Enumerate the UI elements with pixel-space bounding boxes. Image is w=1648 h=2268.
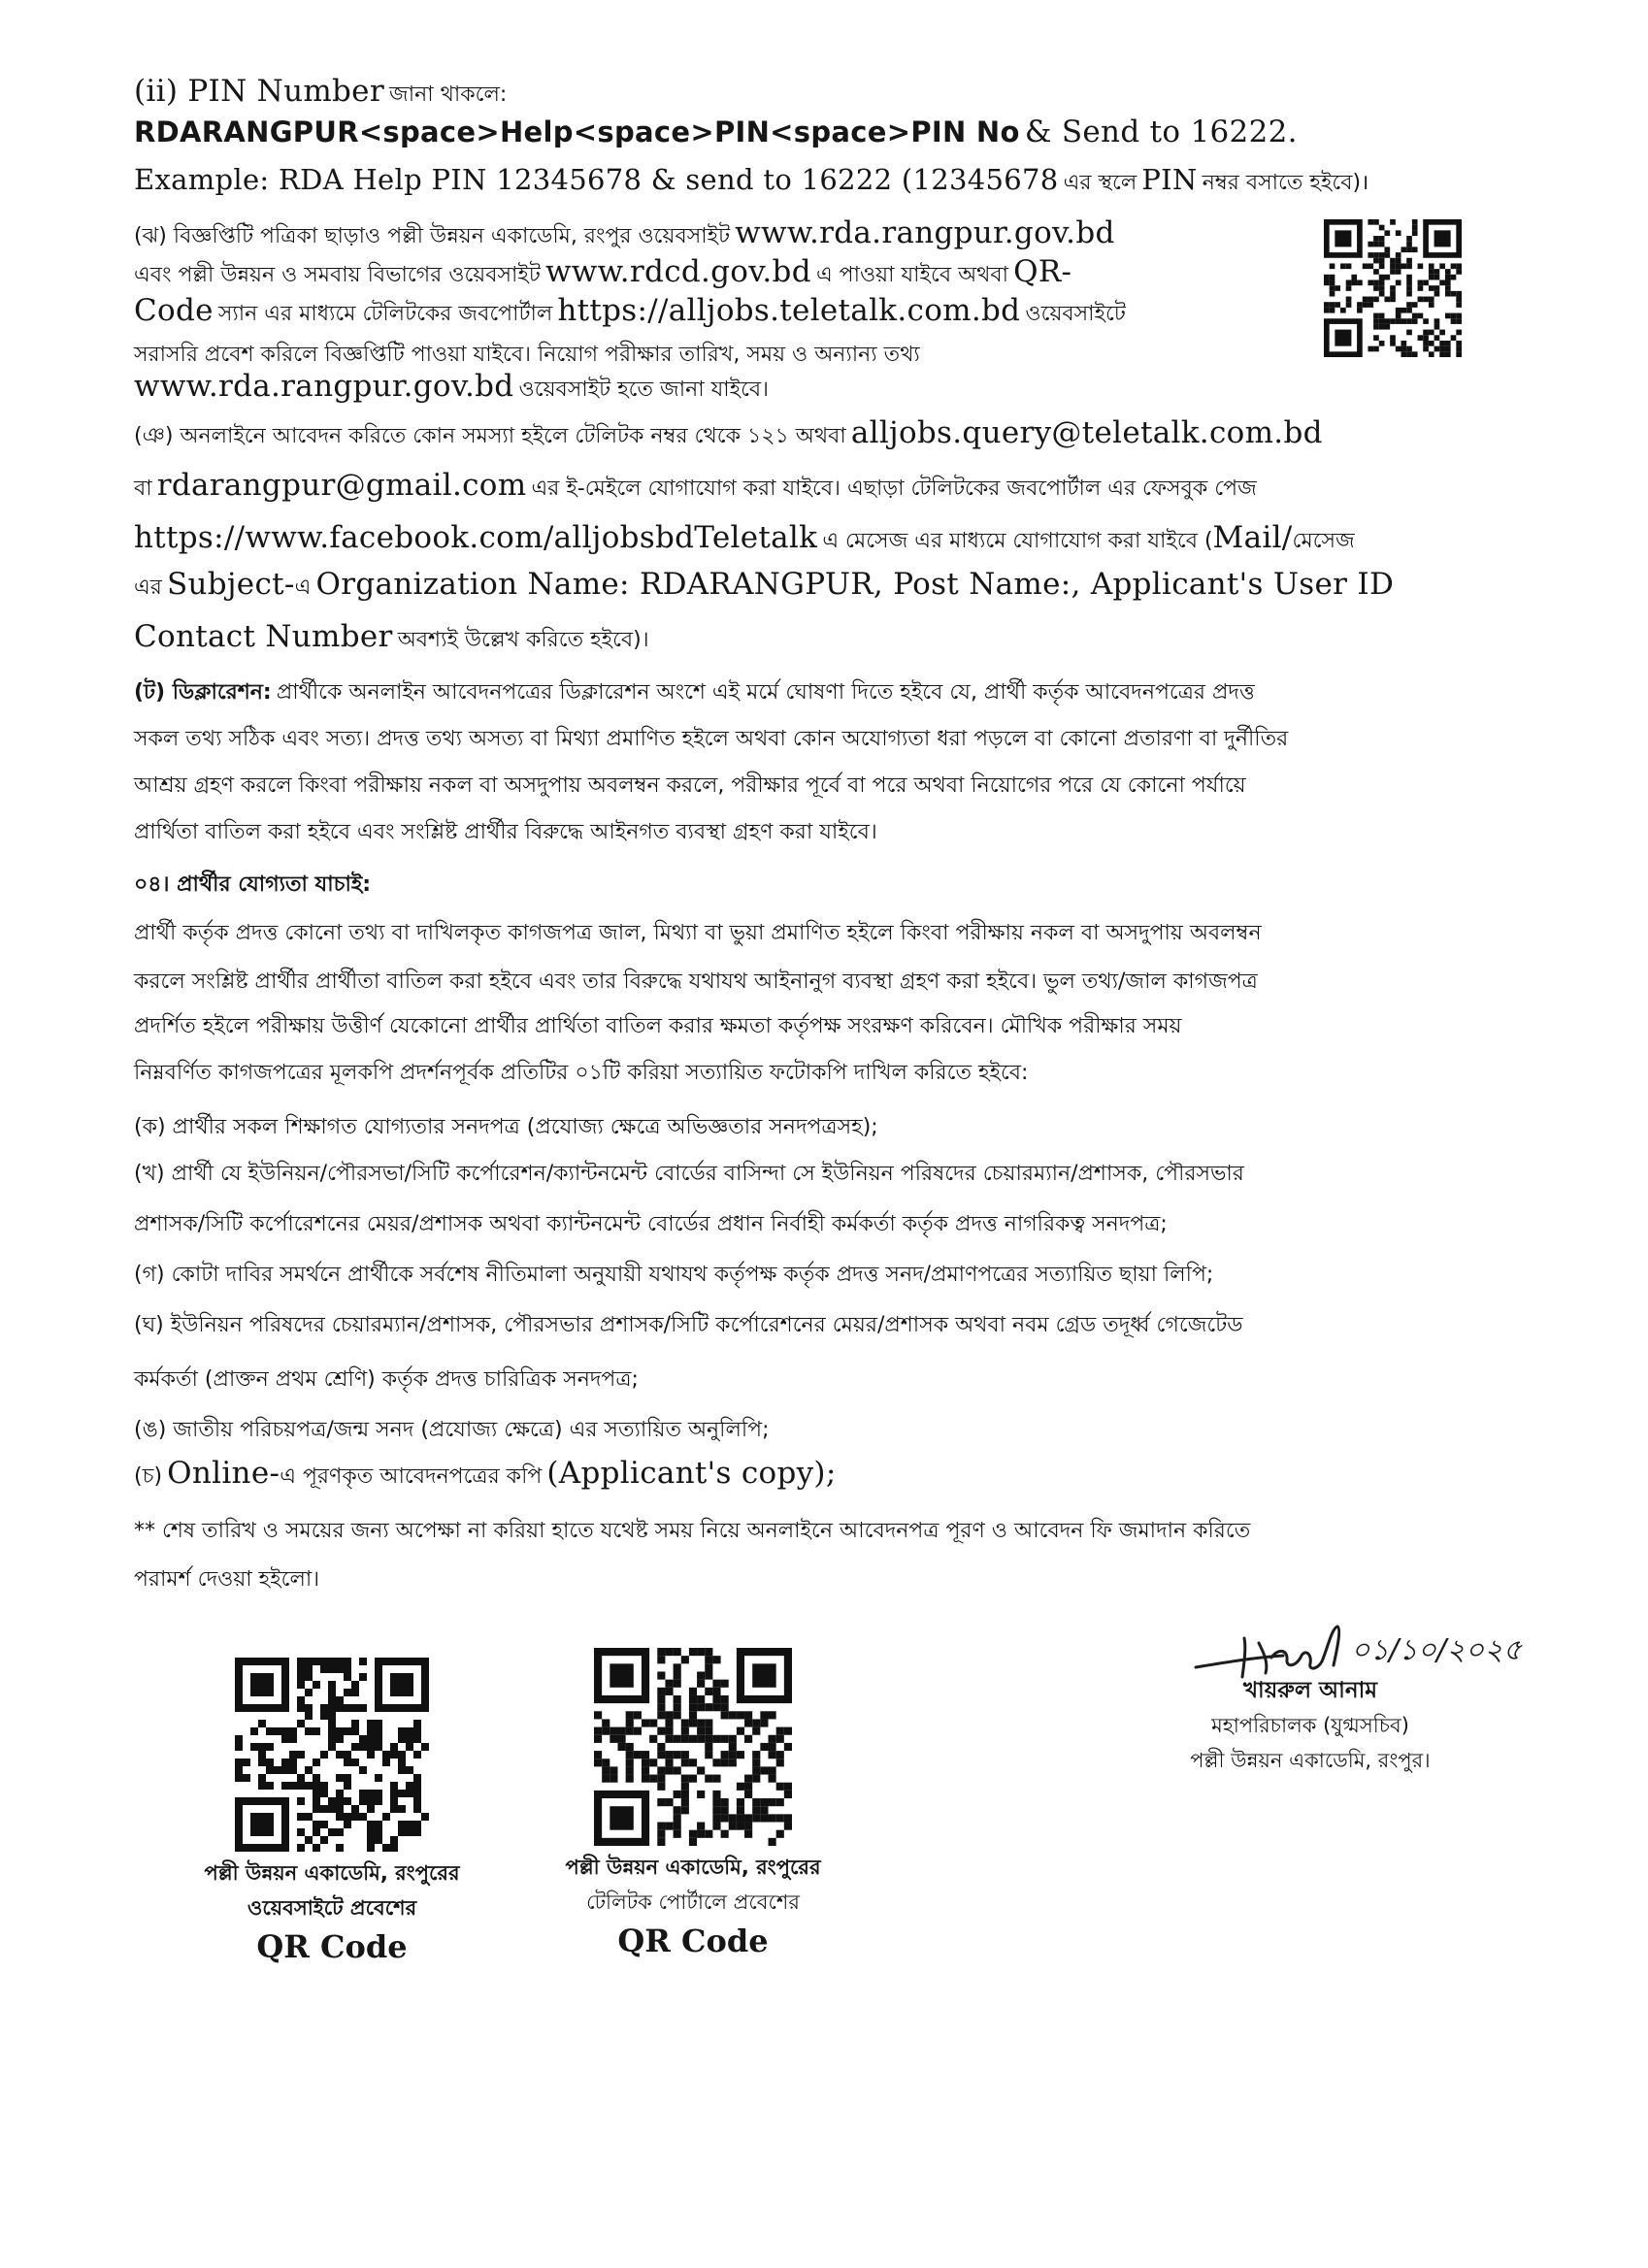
nya-text-3d: মেসেজ <box>1292 529 1355 553</box>
pin-format-tail: & Send to 16222. <box>1024 115 1298 149</box>
section-jha-line-2 <box>134 254 1071 294</box>
jha-url-rda-2: www.rda.rangpur.gov.bd <box>134 369 514 404</box>
ta-text-2: সকল তথ্য সঠিক এবং সত্য। প্রদত্ত তথ্য অসত্য বা মিথ্যা প্রমাণিত হইলে অথবা কোন অযোগ্যতা ধরা পড়লে বা কোনো প্রতারণা বা দুর্নীতির <box>134 727 1289 751</box>
s04-text-3: প্রদর্শিত হইলে পরীক্ষায় উত্তীর্ণ যেকোনো প্রার্থীর প্রার্থিতা বাতিল করার ক্ষমতা কর্তৃপক্ষ সংরক্ষণ করিবেন। মৌখিক পরীক্ষার সময় <box>134 1014 1182 1038</box>
nya-text-4b: Subject- <box>166 567 295 602</box>
signature-date: ০১/১০/২০২৫ <box>1351 1633 1523 1667</box>
jha-text-5b: ওয়েবসাইট হতে জানা যাইবে। <box>518 378 770 402</box>
nya-text-4a: এর <box>134 575 162 600</box>
section-04-line-4 <box>134 1056 1028 1092</box>
section-nya-line-5 <box>134 619 649 659</box>
qr-website-caption-2: ওয়েবসাইটে প্রবেশের <box>247 1896 417 1920</box>
section-04-line-1 <box>134 916 1262 952</box>
jha-text-1a: (ঝ) বিজ্ঞপ্তিটি পত্রিকা ছাড়াও পল্লী উন্নয়ন একাডেমি, রংপুর ওয়েবসাইট <box>134 224 731 248</box>
qr-teletalk-caption <box>528 1850 858 1962</box>
nya-text-3c: Mail/ <box>1212 520 1293 555</box>
jha-text-3b: স্যান এর মাধ্যমে টেলিটকের জবপোর্টাল <box>217 302 553 326</box>
s04-ca-c: এ পূরণকৃত আবেদনপত্রের কপি <box>280 1464 543 1489</box>
s04-kha-2: প্রশাসক/সিটি কর্পোরেশনের মেয়র/প্রশাসক অথবা ক্যান্টনমেন্ট বোর্ডের প্রধান নির্বাহী কর্মকর্তা কর্তৃক প্রদত্ত নাগরিকত্ব সনদপত্র; <box>134 1212 1168 1236</box>
section-ta-line-2 <box>134 722 1288 758</box>
nya-text-5b: অবশ্যই উল্লেখ করিতে হইবে)। <box>397 628 649 652</box>
ta-text-1: প্রার্থীকে অনলাইন আবেদনপত্রের ডিক্লারেশন অংশে এই মর্মে ঘোষণা দিতে হইবে যে, প্রার্থী কর্তৃক আবেদনপত্রের প্রদত্ত <box>276 680 1255 705</box>
section-ta-title: (ট) ডিক্লারেশন: <box>134 680 272 705</box>
qr-code-teletalk-image <box>594 1648 792 1846</box>
signatory-block <box>1126 1673 1495 1778</box>
pin-example <box>134 163 1368 202</box>
jha-text-3d: ওয়েবসাইটে <box>1025 302 1126 326</box>
s04-ca-a: (চ) <box>134 1464 163 1489</box>
pin-heading-bn: জানা থাকলে: <box>389 82 508 107</box>
qr-website-caption <box>167 1856 497 1968</box>
pin-example-bn-a: এর স্থলে <box>1063 171 1137 195</box>
section-nya-line-4 <box>134 567 1394 607</box>
nya-text-2c: এর ই-মেইলে যোগাযোগ করা যাইবে। এছাড়া টেলিটকের জবপোর্টাল এর ফেসবুক পেজ <box>531 477 1257 501</box>
pin-format-code: RDARANGPUR<space>Help<space>PIN<space>PIN No <box>134 115 1020 148</box>
section-04-line-3 <box>134 1009 1182 1045</box>
qr-code-website <box>235 1658 429 1852</box>
qr-code-teletalk <box>594 1648 792 1846</box>
pin-heading-en: (ii) PIN Number <box>134 74 384 109</box>
section-nya-line-1 <box>134 415 1323 455</box>
pin-example-pin: PIN <box>1141 163 1198 196</box>
note-line-2 <box>134 1562 319 1598</box>
nya-text-5a: Contact Number <box>134 619 393 654</box>
nya-email-rda: rdarangpur@gmail.com <box>156 468 527 503</box>
nya-text-2a: বা <box>134 477 152 501</box>
s04-gha-1: (ঘ) ইউনিয়ন পরিষদের চেয়ারম্যান/প্রশাসক, পৌরসভার প্রশাসক/সিটি কর্পোরেশনের মেয়র/প্রশাসক অথবা নবম গ্রেড তদূর্ধ্ব গেজেটেড <box>134 1313 1243 1337</box>
qr-teletalk-caption-1: পল্লী উন্নয়ন একাডেমি, রংপুরের <box>565 1856 821 1879</box>
nya-text-3b: এ মেসেজ এর মাধ্যমে যোগাযোগ করা যাইবে ( <box>822 529 1213 553</box>
s04-text-1: প্রার্থী কর্তৃক প্রদত্ত কোনো তথ্য বা দাখিলকৃত কাগজপত্র জাল, মিথ্যা বা ভুয়া প্রমাণিত হইলে কিংবা পরীক্ষায় নকল বা অসদুপায় অবলম্বন <box>134 921 1262 945</box>
qr-code-icon <box>1324 219 1462 357</box>
qr-code-website-image <box>235 1658 429 1852</box>
list-item-ga <box>134 1258 1213 1294</box>
section-nya-line-2 <box>134 468 1257 508</box>
section-ta-line-4 <box>134 815 877 851</box>
pin-example-en: Example: RDA Help PIN 12345678 & send to 16222 (12345678 <box>134 163 1059 196</box>
s04-kha-1: (খ) প্রার্থী যে ইউনিয়ন/পৌরসভা/সিটি কর্পোরেশন/ক্যান্টনমেন্ট বোর্ডের বাসিন্দা সে ইউনিয়ন পরিষদের চেয়ারম্যান/প্রশাসক, পৌরসভার <box>134 1162 1244 1186</box>
list-item-ka <box>134 1110 878 1146</box>
jha-text-2d: QR- <box>1013 254 1072 289</box>
nya-text-1a: (ঞ) অনলাইনে আবেদন করিতে কোন সমস্যা হইলে টেলিটক নম্বর থেকে ১২১ অথবা <box>134 424 846 448</box>
jha-url-teletalk: https://alljobs.teletalk.com.bd <box>557 293 1021 328</box>
ta-text-4: প্রার্থিতা বাতিল করা হইবে এবং সংশ্লিষ্ট প্রার্থীর বিরুদ্ধে আইনগত ব্যবস্থা গ্রহণ করা যাইবে। <box>134 820 877 844</box>
jha-url-rda: www.rda.rangpur.gov.bd <box>735 215 1115 250</box>
section-ta-line-3 <box>134 769 1246 805</box>
ta-text-3: আশ্রয় গ্রহণ করলে কিংবা পরীক্ষায় নকল বা অসদুপায় অবলম্বন করলে, পরীক্ষার পূর্বে বা পরে অথবা নিয়োগের পরে যে কোনো পর্যায়ে <box>134 773 1246 798</box>
s04-gha-2: কর্মকর্তা (প্রাক্তন প্রথম শ্রেণি) কর্তৃক প্রদত্ত চারিত্রিক সনদপত্র; <box>134 1367 639 1392</box>
signatory-name: খায়রুল আনাম <box>1242 1678 1378 1703</box>
pin-format <box>134 115 1298 149</box>
s04-ga: (গ) কোটা দাবির সমর্থনে প্রার্থীকে সর্বশেষ নীতিমালা অনুযায়ী যথাযথ কর্তৃপক্ষ কর্তৃক প্রদত্ত সনদ/প্রমাণপত্রের সত্যায়িত ছায়া লিপি; <box>134 1263 1214 1287</box>
list-item-kha-1 <box>134 1157 1244 1193</box>
qr-code-top <box>1324 219 1462 357</box>
jha-text-4: সরাসরি প্রবেশ করিলে বিজ্ঞপ্তিটি পাওয়া যাইবে। নিয়োগ পরীক্ষার তারিখ, সময় ও অন্যান্য তথ্য <box>134 343 920 367</box>
qr-website-label: QR Code <box>256 1928 408 1965</box>
section-04-title <box>134 868 371 904</box>
nya-email-query: alljobs.query@teletalk.com.bd <box>850 415 1323 450</box>
note-line-1 <box>134 1514 1250 1550</box>
s04-text-4: নিম্নবর্ণিত কাগজপত্রের মূলকপি প্রদর্শনপূর্বক প্রতিটির ০১টি করিয়া সত্যায়িত ফটোকপি দাখিল করিতে হইবে: <box>134 1061 1029 1085</box>
qr-teletalk-label: QR Code <box>617 1923 769 1959</box>
nya-text-4d: Organization Name: RDARANGPUR, Post Name:, Applicant's User ID <box>315 567 1395 602</box>
s04-text-2: করলে সংশ্লিষ্ট প্রার্থীর প্রার্থীতা বাতিল করা হইবে এবং তার বিরুদ্ধে যথাযথ আইনানুগ ব্যবস্থা গ্রহণ করা হইবে। ভুল তথ্য/জাল কাগজপত্র <box>134 970 1258 994</box>
jha-text-2a: এবং পল্লী উন্নয়ন ও সমবায় বিভাগের ওয়েবসাইট <box>134 263 541 287</box>
section-jha-line-5 <box>134 369 769 409</box>
section-nya-line-3 <box>134 520 1355 560</box>
nya-url-facebook: https://www.facebook.com/alljobsbdTeletalk <box>134 520 818 555</box>
s04-uma: (ঙ) জাতীয় পরিচয়পত্র/জন্ম সনদ (প্রযোজ্য ক্ষেত্রে) এর সত্যায়িত অনুলিপি; <box>134 1418 770 1442</box>
section-04-title-text: ০৪। প্রার্থীর যোগ্যতা যাচাই: <box>134 872 372 897</box>
signatory-office: পল্লী উন্নয়ন একাডেমি, রংপুর। <box>1190 1749 1431 1772</box>
pin-heading <box>134 74 507 114</box>
qr-teletalk-caption-2: টেলিটক পোর্টালে প্রবেশের <box>586 1890 800 1914</box>
signatory-designation: মহাপরিচালক (যুগ্মসচিব) <box>1211 1714 1409 1737</box>
list-item-uma <box>134 1413 770 1449</box>
section-04-line-2 <box>134 965 1258 1001</box>
list-item-kha-2 <box>134 1207 1168 1243</box>
s04-ca-d: (Applicant's copy); <box>546 1456 837 1491</box>
s04-ca-b: Online- <box>167 1456 280 1491</box>
section-ta-line-1 <box>134 675 1255 711</box>
section-jha-line-3 <box>134 293 1126 333</box>
jha-text-2c: এ পাওয়া যাইবে অথবা <box>815 263 1009 287</box>
list-item-ca <box>134 1456 837 1496</box>
jha-url-rdcd: www.rdcd.gov.bd <box>544 254 811 289</box>
section-jha-line-1 <box>134 215 1115 255</box>
list-item-gha-1 <box>134 1308 1242 1344</box>
s04-note-2: পরামর্শ দেওয়া হইলো। <box>134 1567 320 1592</box>
nya-text-4c: এ <box>294 575 312 600</box>
s04-note-1: ** শেষ তারিখ ও সময়ের জন্য অপেক্ষা না করিয়া হাতে যথেষ্ট সময় নিয়ে অনলাইনে আবেদনপত্র পূরণ ও আবেদন ফি জমাদান করিতে <box>134 1519 1251 1543</box>
qr-website-caption-1: পল্লী উন্নয়ন একাডেমি, রংপুরের <box>204 1861 460 1885</box>
list-item-gha-2 <box>134 1363 639 1398</box>
pin-example-bn-b: নম্বর বসাতে হইবে)। <box>1202 171 1369 195</box>
jha-text-3a: Code <box>134 293 214 328</box>
s04-ka: (ক) প্রার্থীর সকল শিক্ষাগত যোগ্যতার সনদপত্র (প্রযোজ্য ক্ষেত্রে অভিজ্ঞতার সনদপত্রসহ); <box>134 1115 878 1139</box>
